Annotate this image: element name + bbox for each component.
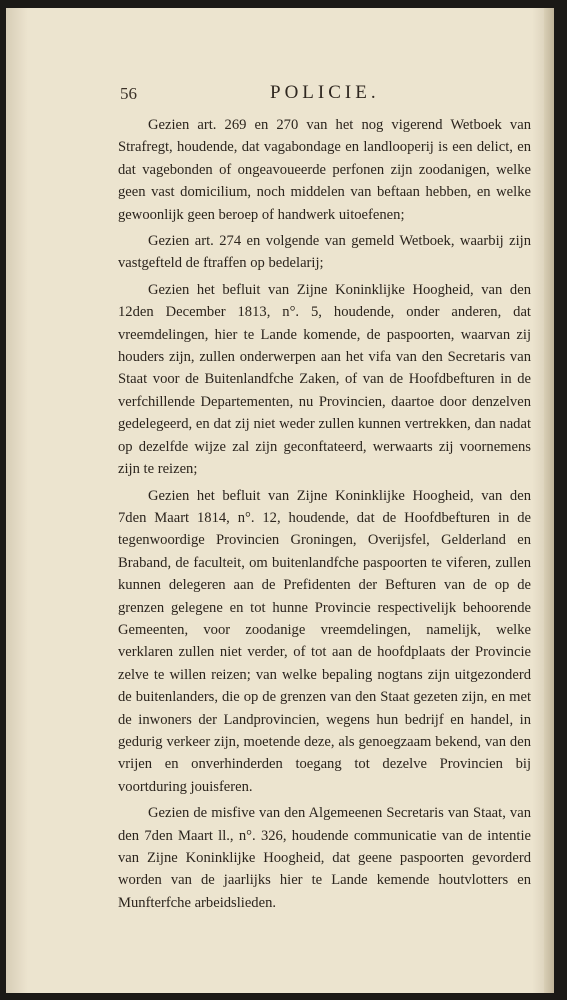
paragraph: Gezien het befluit van Zijne Koninklijke Hoogheid, van den 12den December 1813, n°. 5, houdende, onder anderen, dat vreemdelingen, hier te Lande komende, de paspoorten, waarvan zij houders zijn, zullen onderwerpen aan het vifa van den Secretaris van Staat voor de Buitenlandfche Zaken, of van de Hoofdbefturen in de verfchillende Departementen, nu Provincien, daartoe door denzelven gedelegeerd, en dat zij niet weder zullen kunnen vertrekken, dan nadat op dezelfde wijze zal zijn geconftateerd, werwaarts zij voornemens zijn te reizen; bbox=[118, 281, 531, 478]
page-header bbox=[110, 78, 510, 108]
page-edge bbox=[544, 8, 554, 993]
paragraph: Gezien de misfive van den Algemeenen Secretaris van Staat, van den 7den Maart ll., n°. 326, houdende communicatie van de intentie van Zijne Koninklijke Hoogheid, dat geene paspoorten gevorderd worden van de jaarlijks hier te Lande kemende houtvlotters en Munfterfche arbeidslieden. bbox=[118, 805, 531, 911]
paragraph: Gezien het befluit van Zijne Koninklijke Hoogheid, van den 7den Maart 1814, n°. 12, houdende, dat de Hoofdbefturen in de tegenwoordige Provincien Groningen, Overijsfel, Gelderland en Braband, de faculteit, om buitenlandfche paspoorten te viferen, zullen kunnen delegeren aan de Prefidenten der Befturen van de op de grenzen gelegene en tot hunne Provincie respectivelijk behoorende Gemeenten, voor zoodanige vreemdelingen, namelijk, welke verklaren zullen niet verder, of tot aan de hoofdplaats der Provincie zelve te willen reizen; van welke bepaling nogtans zijn uitgezonderd de buitenlanders, die op de grenzen van den Staat gezeten zijn, en met de inwoners der Landprovincien, wegens hun bedrijf en handel, in gedurig verkeer zijn, moetende deze, als genoegzaam bekend, van den vrijen en onverhinderden toegang tot dezelve Provincien bij voortduring jouisferen. bbox=[118, 487, 531, 795]
paragraph: Gezien art. 269 en 270 van het nog vigerend Wetboek van Strafregt, houdende, dat vagabondage en landlooperij is een delict, en dat vagebonden of ongeavoueerde perfonen zijn zoodanigen, welke geen vast domicilium, noch middelen van beftaan hebben, en welke gewoonlijk geen beroep of handwerk uitoefenen; bbox=[118, 117, 531, 223]
paragraph: Gezien art. 274 en volgende van gemeld Wetboek, waarbij zijn vastgefteld de ftraffen op bedelarij; bbox=[118, 233, 531, 272]
page-number: 56 bbox=[120, 84, 137, 103]
page-body bbox=[118, 114, 531, 918]
running-head: POLICIE. bbox=[270, 82, 380, 103]
